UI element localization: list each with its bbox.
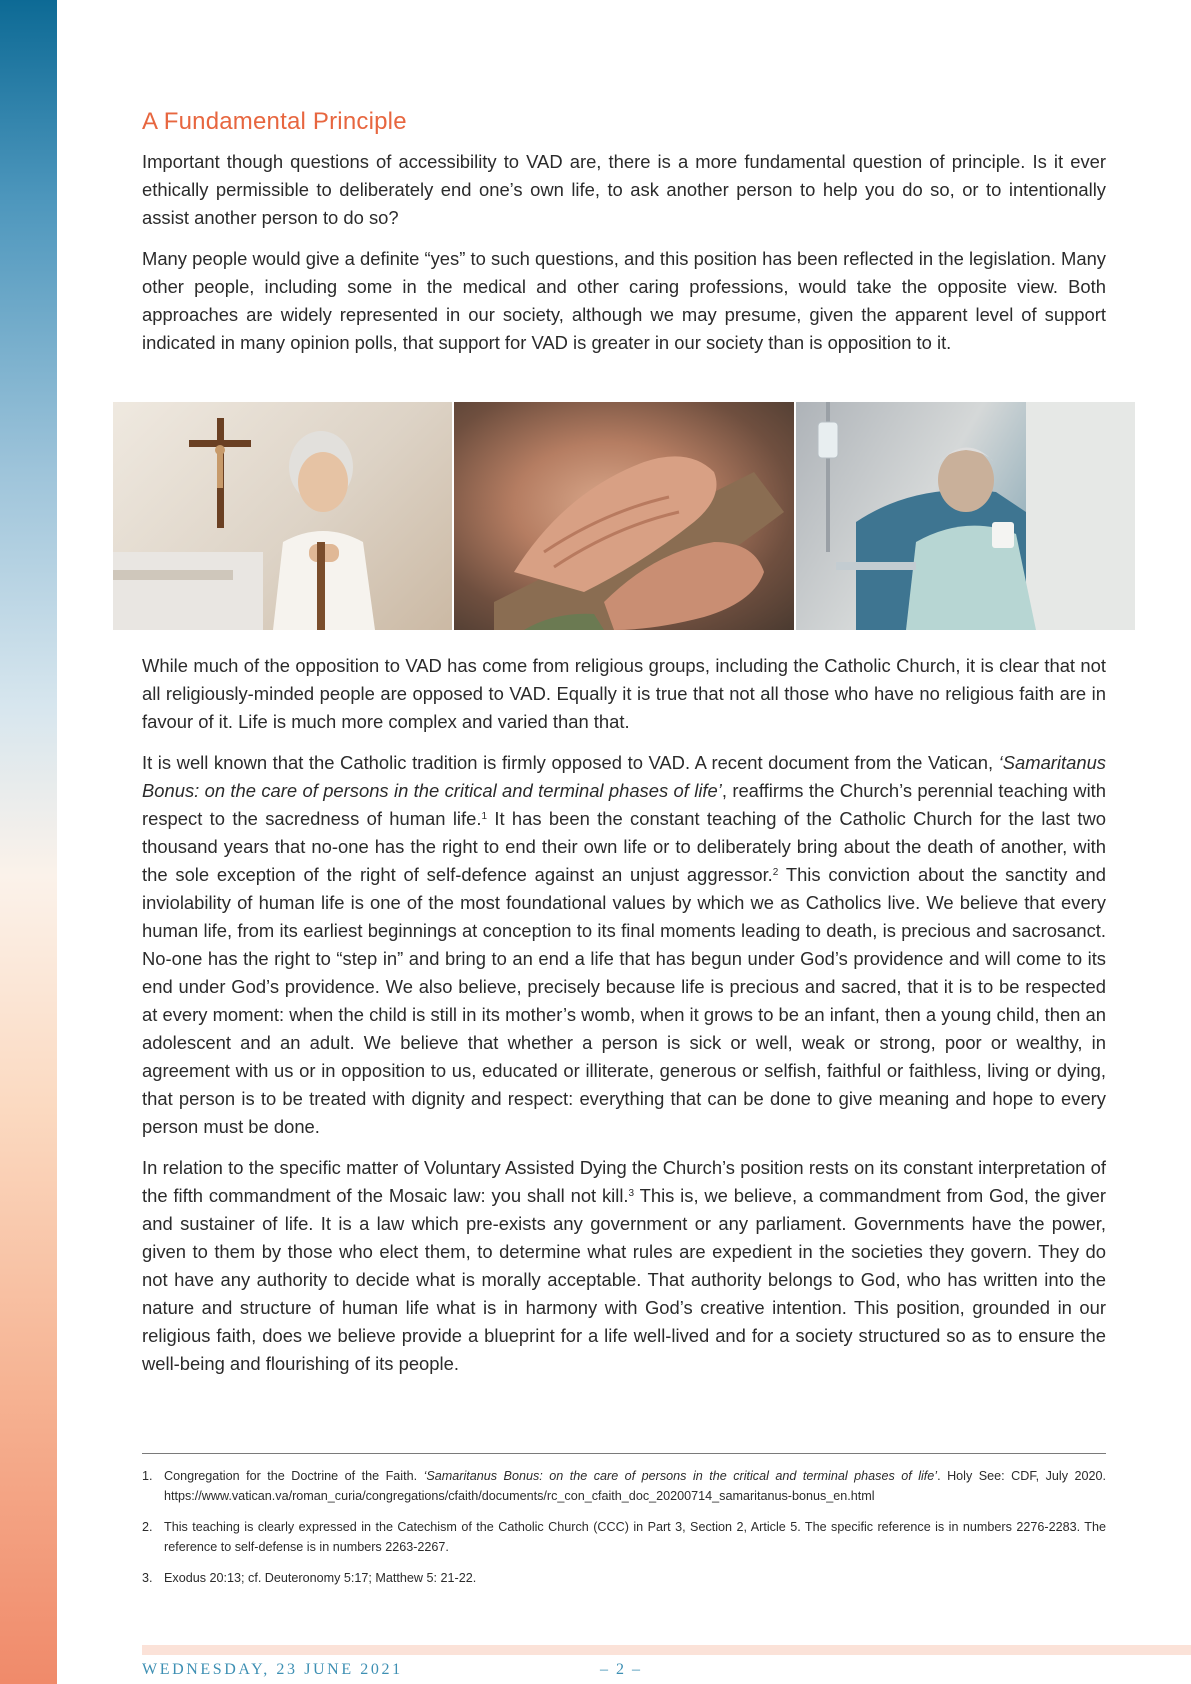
footnote-1 (142, 1466, 1106, 1506)
footnote-3 (142, 1568, 1106, 1588)
footnotes (142, 1466, 1106, 1599)
document-title-italic: ‘Samaritanus Bonus: on the care of persons in the critical and terminal phases of life’ (142, 752, 1106, 801)
paragraph-2: Many people would give a definite “yes” to such questions, and this position has been reflected in the legislation. Many other people, including some in the medical and other caring professions, would take the opposite view. Both approaches are widely represented in our society, although we may presume, given the apparent level of support indicated in many opinion polls, that support for VAD is greater in our society than is opposition to it. (142, 248, 1106, 353)
footer-date: WEDNESDAY, 23 JUNE 2021 (142, 1661, 403, 1678)
page-number: – 2 – (600, 1661, 642, 1678)
footnote-text: Exodus 20:13; cf. Deuteronomy 5:17; Matthew 5: 21-22. (164, 1571, 477, 1585)
footnote-number: 2. (142, 1520, 153, 1534)
footnote-ref-3: 3 (628, 1188, 635, 1199)
main-content (142, 108, 1106, 370)
footer-accent-bar (142, 1645, 1191, 1655)
footnote-divider (142, 1453, 1106, 1454)
paragraph-5 (142, 1154, 1106, 1378)
photo-strip (113, 402, 1135, 630)
photo-man-in-hospital-bed (796, 402, 1135, 630)
paragraph-4-part-a: It is well known that the Catholic tradition is firmly opposed to VAD. A recent document from the Vatican, (142, 752, 999, 773)
photo-woman-with-crucifix (113, 402, 452, 630)
footnote-ref-1: 1 (481, 811, 488, 822)
footnote-text (164, 1466, 1106, 1506)
lower-content (142, 652, 1106, 1391)
woman-with-crucifix-illustration (113, 402, 452, 630)
photo-holding-hands (454, 402, 793, 630)
footnote-1-italic-title: ‘Samaritanus Bonus: on the care of persons in the critical and terminal phases of life’ (423, 1469, 938, 1483)
footnote-1-part-b: . Holy See: CDF, July 2020. https://www.vatican.va/roman_curia/congregations/cfaith/documents/rc_con_cfaith_doc_20200714_samaritanus-bonus_en.html (164, 1469, 1106, 1503)
footnote-number: 3. (142, 1571, 153, 1585)
section-heading: A Fundamental Principle (142, 108, 407, 135)
footnote-2 (142, 1517, 1106, 1557)
paragraph-4-part-d: This conviction about the sanctity and inviolability of human life is one of the most foundational values by which we as Catholics live. We believe that every human life, from its earliest beginnings at conception to its final moments leading to death, is precious and sacrosanct. No-one has the right to “step in” and bring to an end a life that has begun under God’s providence and will come to its end under God’s providence. We also believe, precisely because life is precious and sacred, that it is to be respected at every moment: when the child is still in its mother’s womb, when it grows to be an infant, then a young child, then an adolescent and an adult. We believe that whether a person is sick or well, weak or strong, poor or wealthy, in agreement with us or in opposition to us, educated or illiterate, generous or selfish, faithful or faithless, living or dying, that person is to be treated with dignity and respect: everything that can be done to give meaning and hope to every person must be done. (142, 864, 1106, 1137)
paragraph-4-part-b: , reaffirms the Church’s perennial teaching with respect to the sacredness of human life. (142, 780, 1107, 829)
footnote-ref-2: 2 (772, 867, 779, 878)
hospital-patient-illustration (796, 402, 1135, 630)
paragraph-4-part-c: It has been the constant teaching of the Catholic Church for the last two thousand years that no-one has the right to end their own life or to deliberately bring about the death of another, with the sole exception of the right of self-defence against an unjust aggressor. (142, 808, 1106, 885)
paragraph-4 (142, 749, 1106, 1141)
holding-hands-illustration (454, 402, 793, 630)
footnote-1-part-a: Congregation for the Doctrine of the Faith. (164, 1469, 424, 1483)
paragraph-3: While much of the opposition to VAD has come from religious groups, including the Catholic Church, it is clear that not all religiously-minded people are opposed to VAD. Equally it is true that not all those who have no religious faith are in favour of it. Life is much more complex and varied than that. (142, 655, 1106, 732)
paragraph-5-part-b: This is, we believe, a commandment from God, the giver and sustainer of life. It is a law which pre-exists any government or any parliament. Governments have the power, given to them by those who elect them, to determine what rules are expedient in the societies they govern. They do not have any authority to decide what is morally acceptable. That authority belongs to God, who has written into the nature and structure of human life what is in harmony with God’s creative intention. This position, grounded in our religious faith, does we believe provide a blueprint for a life well-lived and for a society structured so as to ensure the well-being and flourishing of its people. (142, 1185, 1106, 1374)
paragraph-1: Important though questions of accessibility to VAD are, there is a more fundamental question of principle. Is it ever ethically permissible to deliberately end one’s own life, to ask another person to help you do so, or to intentionally assist another person to do so? (142, 151, 1106, 228)
footnote-text: This teaching is clearly expressed in the Catechism of the Catholic Church (CCC) in Part 3, Section 2, Article 5. The specific reference is in numbers 2276-2283. The reference to self-defense is in numbers 2263-2267. (164, 1520, 1106, 1554)
paragraph-5-part-a: In relation to the specific matter of Voluntary Assisted Dying the Church’s position rests on its constant interpretation of the fifth commandment of the Mosaic law: you shall not kill. (142, 1157, 1106, 1206)
footnote-number: 1. (142, 1469, 153, 1483)
decorative-side-band (0, 0, 57, 1684)
